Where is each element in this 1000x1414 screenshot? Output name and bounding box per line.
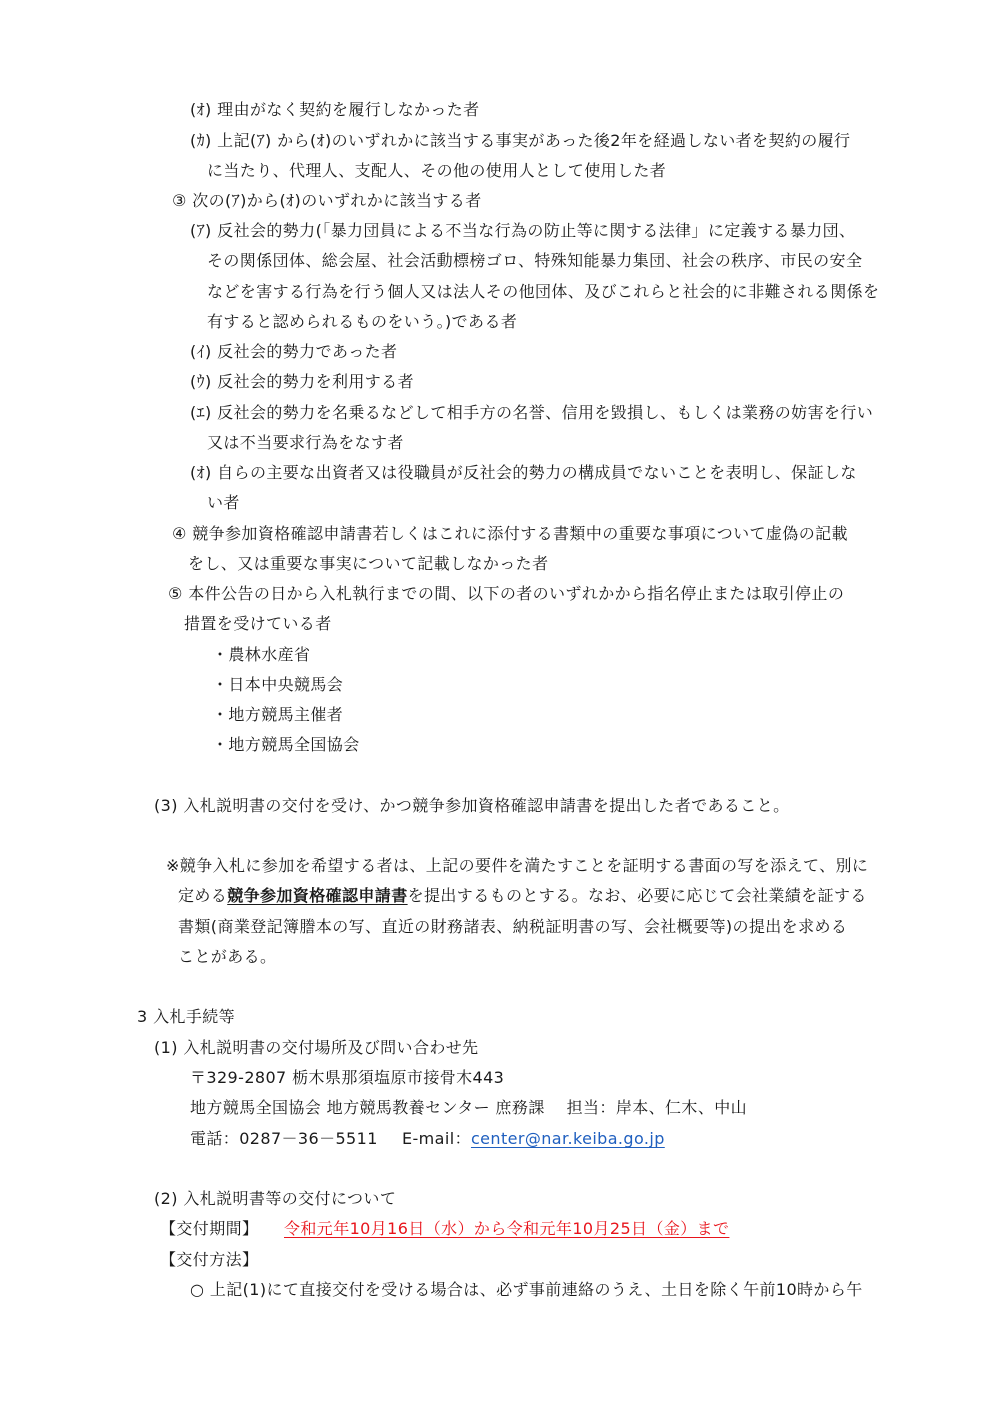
note-text: 定める [178,886,228,905]
item-3-heading: ③ 次の(ｱ)から(ｵ)のいずれかに該当する者 [172,191,482,210]
subsection-2-heading: (2) 入札説明書等の交付について [154,1189,397,1208]
application-form-emphasis: 競争参加資格確認申請書 [227,886,408,905]
note-line4: ことがある。 [178,947,277,966]
item-o2-line2: い者 [207,493,240,512]
item-a-line3: などを害する行為を行う個人又は法人その他団体、及びこれらと社会的に非難される関係を [207,282,880,301]
item-5-line2: 措置を受けている者 [184,614,332,633]
item-5-line1: ⑤ 本件公告の日から入札執行までの間、以下の者のいずれかから指名停止または取引停止の [168,584,845,603]
paragraph-3: (3) 入札説明書の交付を受け、かつ競争参加資格確認申請書を提出した者であること。 [154,796,790,815]
item-4-line2: をし、又は重要な事実について記載しなかった者 [188,554,549,573]
postal-address: 〒329-2807 栃木県那須塩原市接骨木443 [190,1068,505,1087]
note-line2 [178,886,867,906]
email-row [402,1129,665,1149]
item-ka-line1: (ｶ) 上記(ｱ) から(ｵ)のいずれかに該当する事実があった後2年を経過しない者を契約の履行 [190,131,851,150]
section-3-heading: 3 入札手続等 [137,1007,236,1026]
item-o-no-performance: (ｵ) 理由がなく契約を履行しなかった者 [190,100,480,119]
method-label: 【交付方法】 [160,1250,259,1269]
item-u: (ｳ) 反社会的勢力を利用する者 [190,372,414,391]
period-label: 【交付期間】 [160,1219,259,1238]
item-o2-line1: (ｵ) 自らの主要な出資者又は役職員が反社会的勢力の構成員でないことを表明し、保証しな [190,463,857,482]
email-link[interactable]: center@nar.keiba.go.jp [470,1129,665,1148]
org-list-item: ・日本中央競馬会 [212,675,344,694]
item-ka-line2: に当たり、代理人、支配人、その他の使用人として使用した者 [207,161,667,180]
note-line1: ※競争入札に参加を希望する者は、上記の要件を満たすことを証明する書面の写を添えて、別に [166,856,869,875]
item-i: (ｲ) 反社会的勢力であった者 [190,342,398,361]
email-label: E-mail： [402,1129,471,1148]
org-list-item: ・農林水産省 [212,645,311,664]
item-e-line1: (ｴ) 反社会的勢力を名乗るなどして相手方の名誉、信用を毀損し、もしくは業務の妨害を行い [190,403,874,422]
subsection-1-heading: (1) 入札説明書の交付場所及び問い合わせ先 [154,1038,479,1057]
note-text: を提出するものとする。なお、必要に応じて会社業績を証する [407,886,867,905]
method-item-1: ○ 上記(1)にて直接交付を受ける場合は、必ず事前連絡のうえ、土日を除く午前10時から午 [190,1280,863,1299]
phone-number: 電話：0287－36－5511 [190,1129,378,1148]
item-4-line1: ④ 競争参加資格確認申請書若しくはこれに添付する書類中の重要な事項について虚偽の記載 [172,524,848,543]
item-a-line4: 有すると認められるものをいう。)である者 [207,312,518,331]
distribution-period: 令和元年10月16日（水）から令和元年10月25日（金）まで [284,1219,730,1238]
item-e-line2: 又は不当要求行為をなす者 [207,433,404,452]
item-a-line2: その関係団体、総会屋、社会活動標榜ゴロ、特殊知能暴力集団、社会の秩序、市民の安全 [207,251,863,270]
org-list-item: ・地方競馬主催者 [212,705,344,724]
item-a-line1: (ｱ) 反社会的勢力(「暴力団員による不当な行為の防止等に関する法律」に定義する暴力団、 [190,221,856,240]
note-line3: 書類(商業登記簿謄本の写、直近の財務諸表、納税証明書の写、会社概要等)の提出を求める [178,917,848,936]
office-contact: 地方競馬全国協会 地方競馬教養センター 庶務課 担当：岸本、仁木、中山 [190,1098,748,1117]
org-list-item: ・地方競馬全国協会 [212,735,360,754]
